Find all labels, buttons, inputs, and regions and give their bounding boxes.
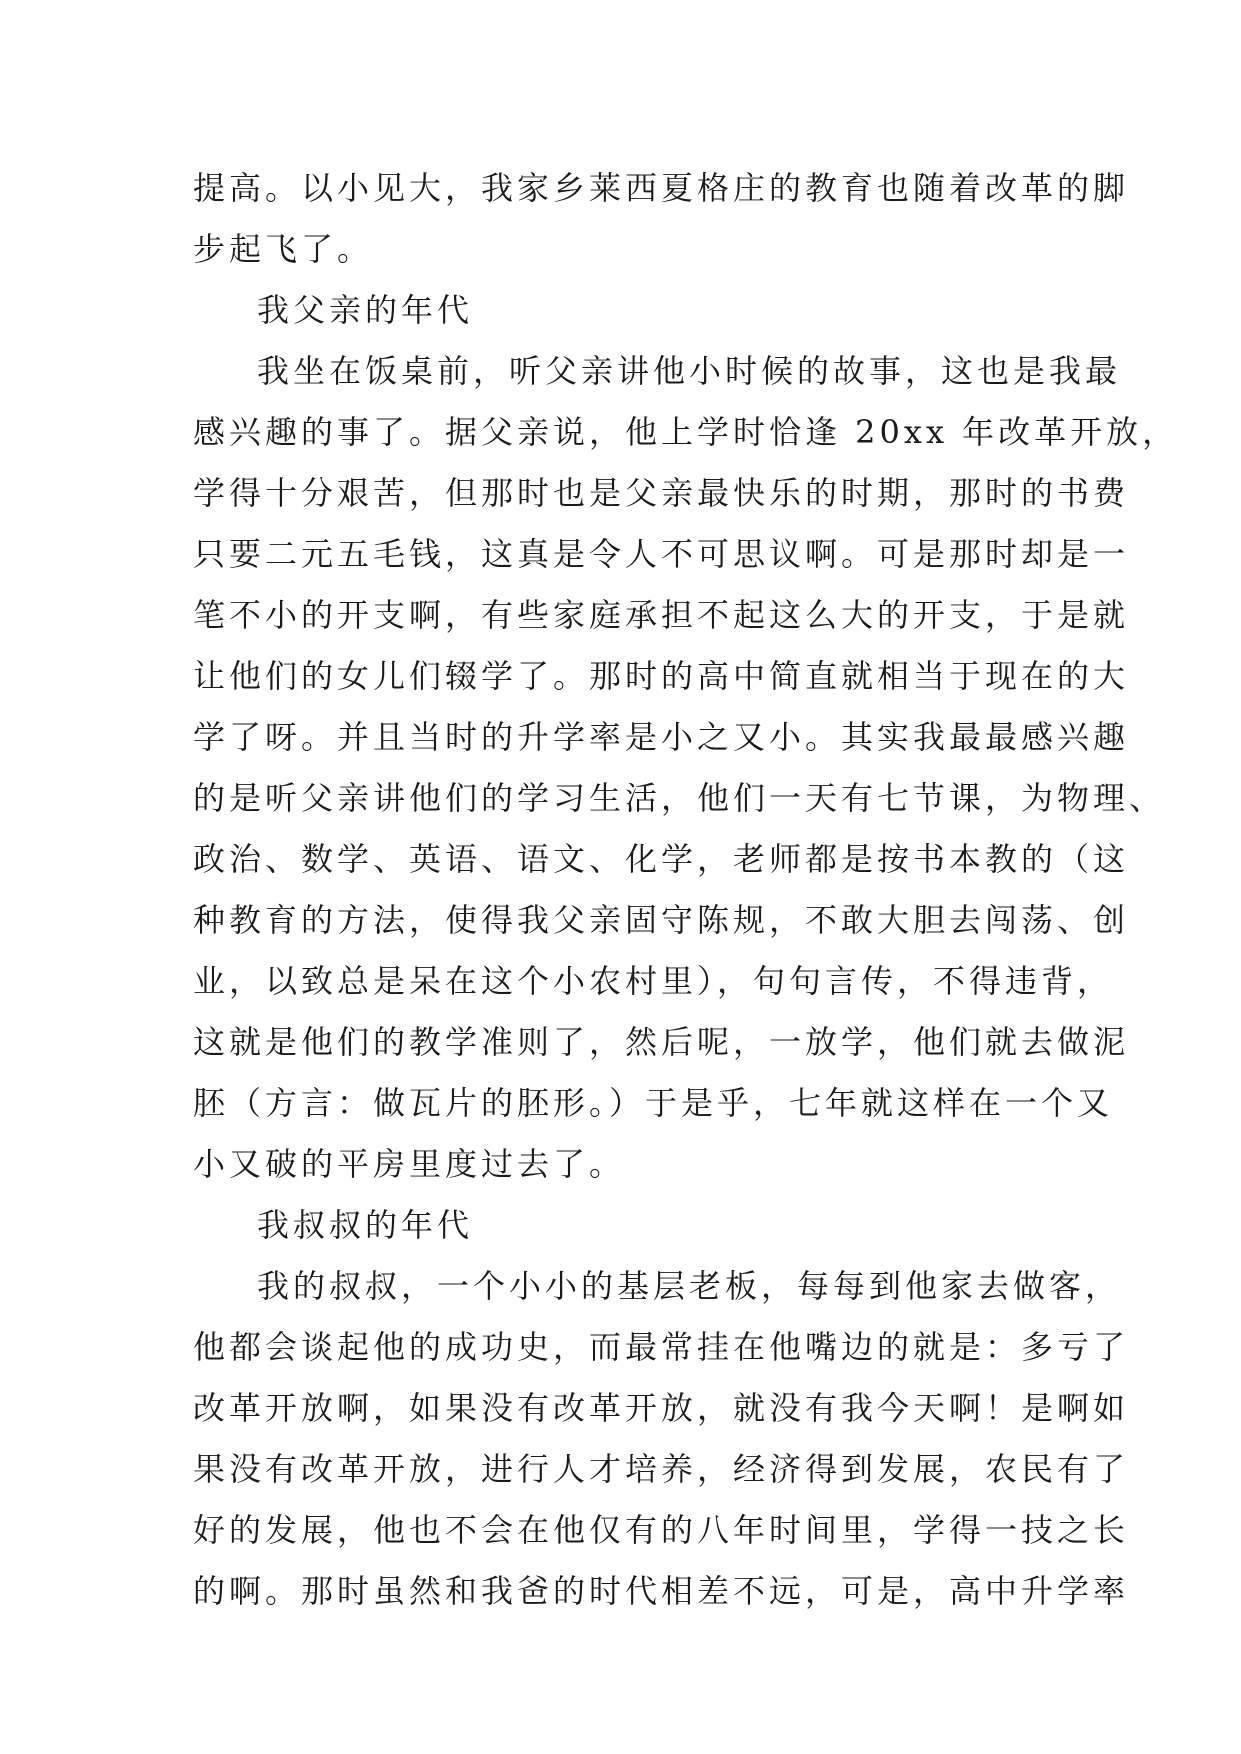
text-line: 我的叔叔，一个小小的基层老板，每每到他家去做客，: [257, 1267, 1122, 1305]
text-line: 的是听父亲讲他们的学习生活，他们一天有七节课，为物理、: [193, 779, 1166, 817]
text-line: 我坐在饭桌前，听父亲讲他小时候的故事，这也是我最: [257, 352, 1122, 390]
section-heading: 我叔叔的年代: [257, 1206, 474, 1244]
text-line: 小又破的平房里度过去了。: [193, 1145, 626, 1183]
text-line: 感兴趣的事了。据父亲说，他上学时恰逢 20xx 年改革开放，: [193, 413, 1179, 451]
text-line: 业，以致总是呆在这个小农村里），句句言传，不得违背，: [193, 962, 1114, 1000]
text-line: 这就是他们的教学准则了，然后呢，一放学，他们就去做泥: [193, 1023, 1130, 1061]
text-line: 种教育的方法，使得我父亲固守陈规，不敢大胆去闯荡、创: [193, 901, 1130, 939]
text-line: 他都会谈起他的成功史，而最常挂在他嘴边的就是：多亏了: [193, 1328, 1130, 1366]
text-line: 学了呀。并且当时的升学率是小之又小。其实我最最感兴趣: [193, 718, 1130, 756]
text-line: 好的发展，他也不会在他仅有的八年时间里，学得一技之长: [193, 1511, 1130, 1549]
text-line: 学得十分艰苦，但那时也是父亲最快乐的时期，那时的书费: [193, 474, 1130, 512]
section-heading: 我父亲的年代: [257, 291, 474, 329]
text-line: 果没有改革开放，进行人才培养，经济得到发展，农民有了: [193, 1450, 1130, 1488]
text-line: 改革开放啊，如果没有改革开放，就没有我今天啊！是啊如: [193, 1389, 1130, 1427]
text-line: 步起飞了。: [193, 230, 374, 268]
text-line: 的啊。那时虽然和我爸的时代相差不远，可是，高中升学率: [193, 1572, 1130, 1610]
text-line: 胚（方言：做瓦片的胚形。）于是乎，七年就这样在一个又: [193, 1084, 1114, 1122]
text-line: 政治、数学、英语、语文、化学，老师都是按书本教的（这: [193, 840, 1130, 878]
text-line: 让他们的女儿们辍学了。那时的高中简直就相当于现在的大: [193, 657, 1130, 695]
text-line: 提高。以小见大，我家乡莱西夏格庄的教育也随着改革的脚: [193, 169, 1130, 207]
text-line: 只要二元五毛钱，这真是令人不可思议啊。可是那时却是一: [193, 535, 1130, 573]
body-text: [193, 158, 1179, 1622]
text-line: 笔不小的开支啊，有些家庭承担不起这么大的开支，于是就: [193, 596, 1130, 634]
